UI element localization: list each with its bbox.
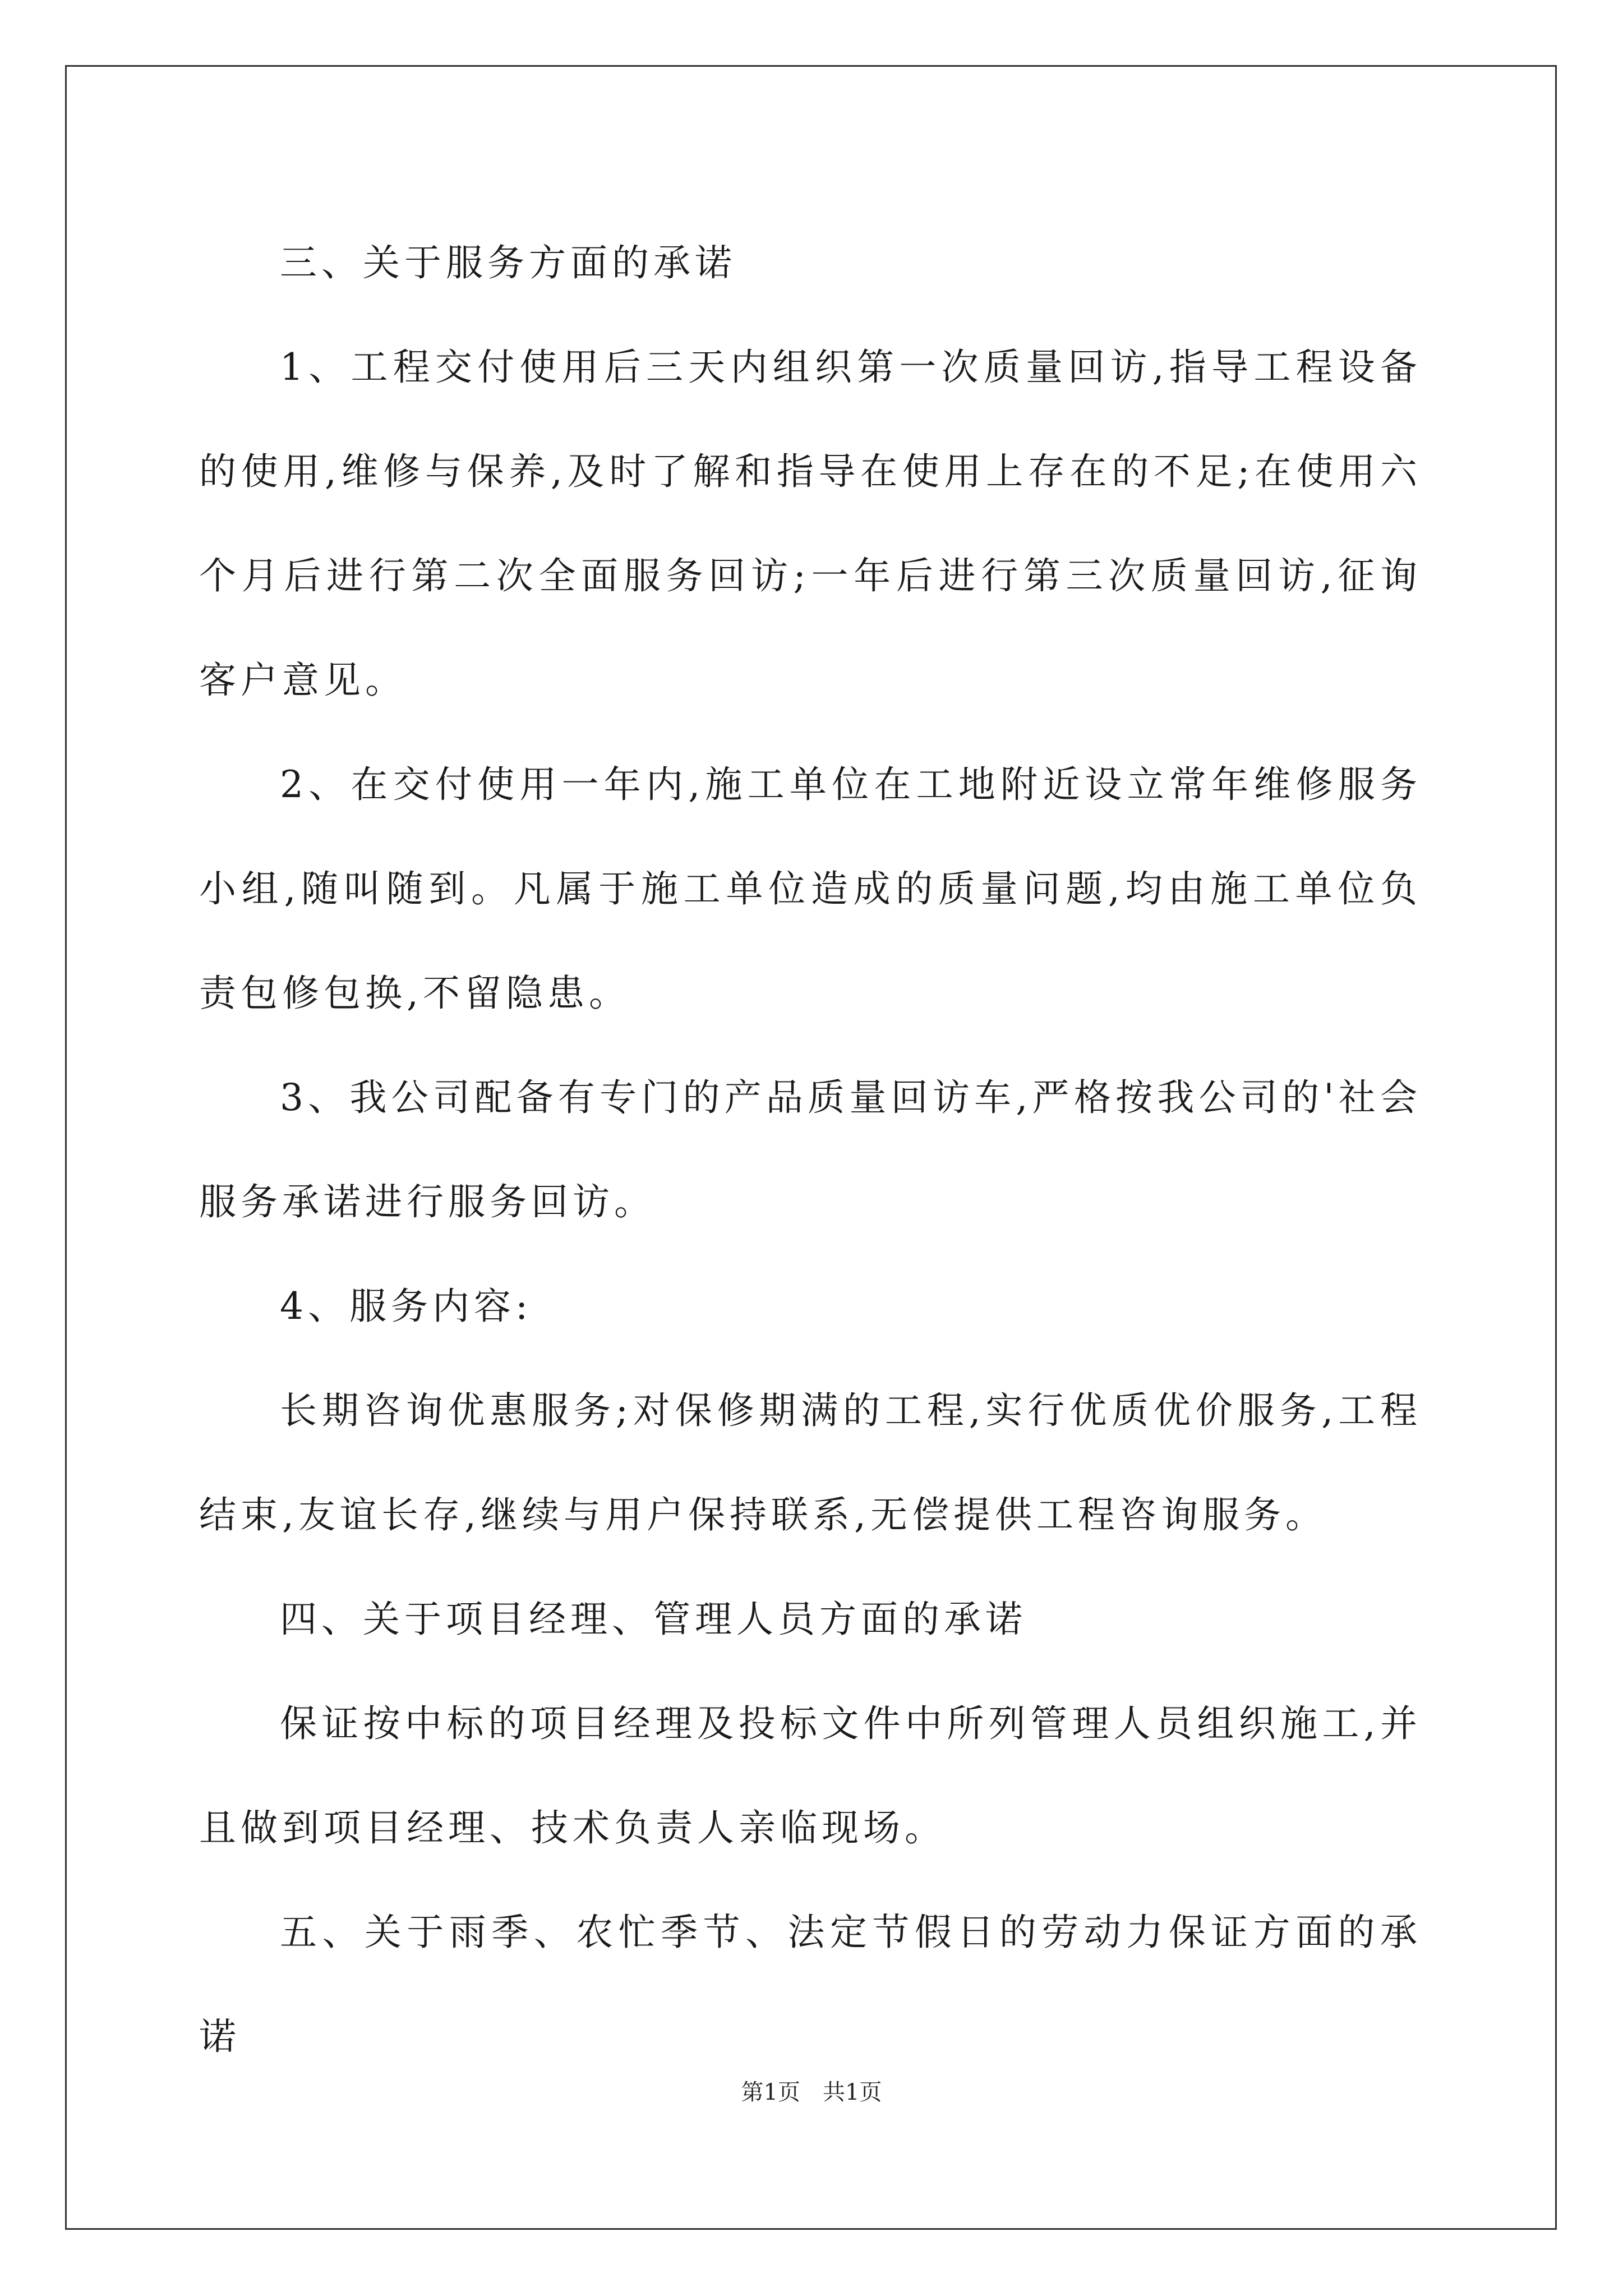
section-heading-manager: 四、关于项目经理、管理人员方面的承诺 [280, 1598, 1027, 1641]
paragraph-item-4: 4、服务内容: [280, 1285, 533, 1328]
paragraph-manager-guarantee: 保证按中标的项目经理及投标文件中所列管理人员组织施工,并且做到项目经理、技术负责人亲临现场。 [199, 1702, 1422, 1849]
page-number-current: 第1页 [741, 2079, 800, 2105]
document-body [199, 211, 1422, 2089]
section-heading-service: 三、关于服务方面的承诺 [280, 241, 736, 284]
section-heading-labor: 五、关于雨季、农忙季节、法定节假日的劳动力保证方面的承诺 [199, 1911, 1422, 2058]
paragraph-item-1: 1、工程交付使用后三天内组织第一次质量回访,指导工程设备的使用,维修与保养,及时了解和指导在使用上存在的不足;在使用六个月后进行第二次全面服务回访;一年后进行第三次质量回访,征询客户意见。 [199, 346, 1422, 702]
paragraph-service-content: 长期咨询优惠服务;对保修期满的工程,实行优质优价服务,工程结束,友谊长存,继续与用户保持联系,无偿提供工程咨询服务。 [199, 1389, 1422, 1536]
page-number-total: 共1页 [823, 2079, 882, 2105]
page-footer [0, 2078, 1623, 2106]
paragraph-item-3: 3、我公司配备有专门的产品质量回访车,严格按我公司的'社会服务承诺进行服务回访。 [199, 1076, 1422, 1223]
paragraph-item-2: 2、在交付使用一年内,施工单位在工地附近设立常年维修服务小组,随叫随到。凡属于施工单位造成的质量问题,均由施工单位负责包修包换,不留隐患。 [199, 763, 1422, 1015]
